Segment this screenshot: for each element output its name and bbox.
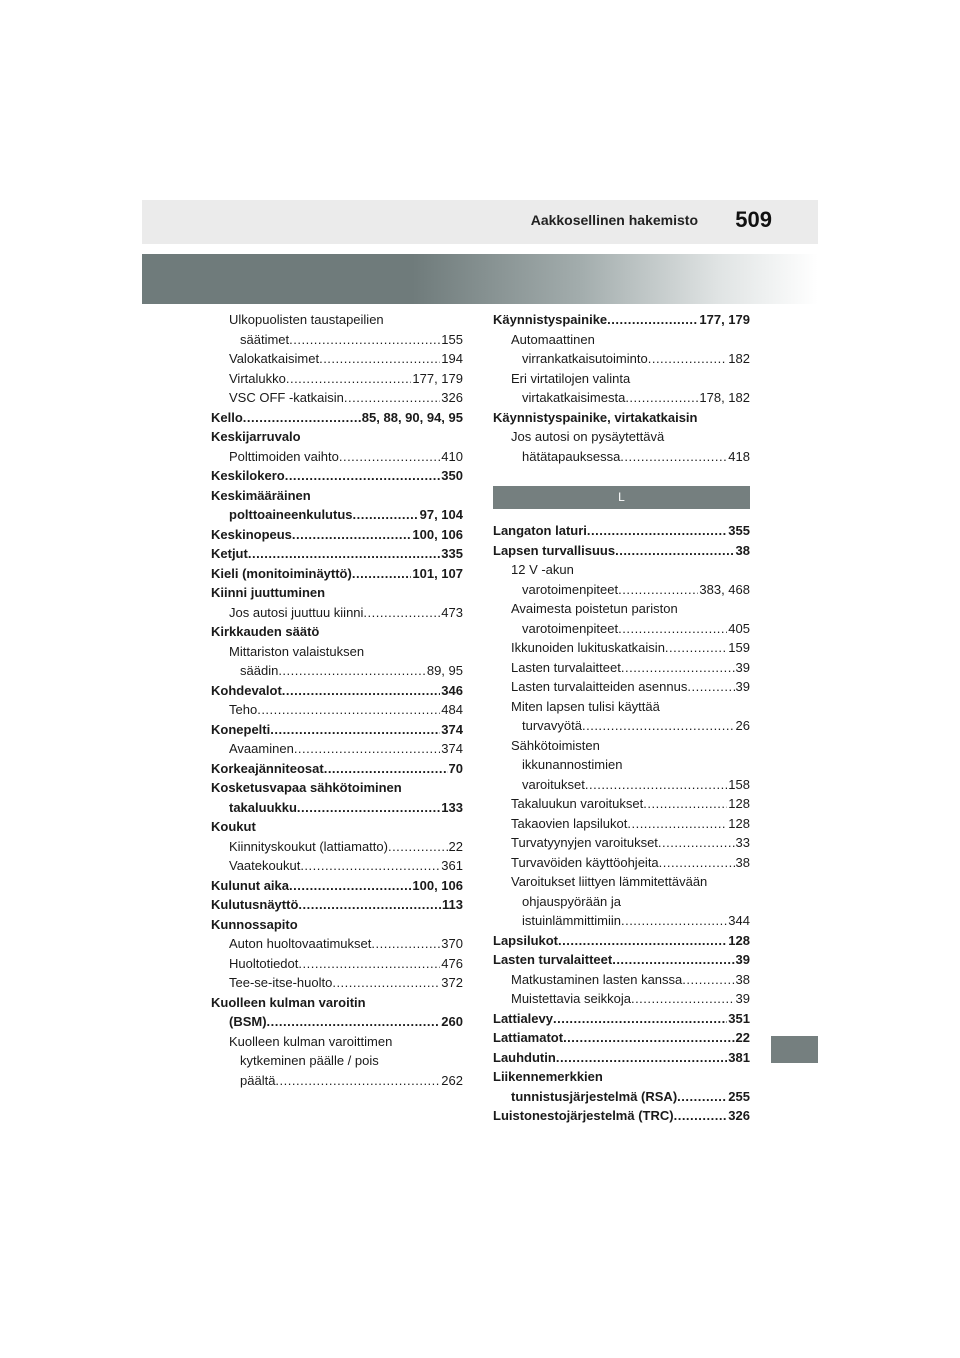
index-entry xyxy=(211,544,463,564)
entry-text: Ketjut xyxy=(211,546,248,561)
dot-leader xyxy=(319,349,440,369)
page-reference: 260 xyxy=(441,1014,463,1029)
entry-text: Keskinopeus xyxy=(211,526,292,542)
index-column-left xyxy=(211,310,463,1090)
entry-text: Jos autosi on pysäytettävä xyxy=(511,429,665,444)
page-reference: 361 xyxy=(441,858,463,873)
index-group-top xyxy=(493,310,750,466)
index-subentry xyxy=(493,658,750,678)
entry-text: Teho xyxy=(229,702,258,717)
entry-text: Muistettavia seikkoja xyxy=(511,991,631,1006)
entry-text: hätätapauksessa xyxy=(522,448,621,464)
entry-text: Luistonestojärjestelmä (TRC) xyxy=(493,1108,674,1123)
page-reference: 39 xyxy=(735,991,750,1006)
dot-leader xyxy=(607,310,698,330)
page-reference: 194 xyxy=(441,351,463,366)
index-entry xyxy=(493,1106,750,1126)
page-reference: 182 xyxy=(728,351,750,366)
page-reference: 22 xyxy=(735,1030,750,1045)
dot-leader xyxy=(286,369,412,389)
index-entry xyxy=(211,486,463,506)
entry-text: Miten lapsen tulisi käyttää xyxy=(511,698,660,714)
index-subentry xyxy=(211,856,463,876)
index-subentry xyxy=(493,1087,750,1107)
page-reference: 113 xyxy=(442,897,463,912)
dot-leader xyxy=(643,794,727,814)
entry-text: Varoitukset liittyen lämmitettävään xyxy=(511,874,708,889)
index-subentry xyxy=(211,934,463,954)
index-subentry xyxy=(493,794,750,814)
dot-leader xyxy=(289,330,440,350)
dot-leader xyxy=(658,833,735,853)
index-subentry xyxy=(493,853,750,873)
page-reference: 476 xyxy=(441,955,463,971)
page-reference: 159 xyxy=(728,640,750,655)
page-reference: 262 xyxy=(441,1072,463,1088)
dot-leader xyxy=(631,989,735,1009)
index-subentry xyxy=(211,973,463,993)
dot-leader xyxy=(353,505,419,525)
chapter-tab-marker xyxy=(771,1036,818,1063)
entry-text: Kuolleen kulman varoitin xyxy=(211,994,366,1010)
entry-text: turvavyötä xyxy=(522,718,582,733)
dot-leader xyxy=(659,853,735,873)
entry-text: varotoimenpiteet xyxy=(522,581,619,597)
index-group-bottom xyxy=(493,521,750,1126)
dot-leader xyxy=(556,1048,727,1068)
dot-leader xyxy=(587,521,727,541)
page-number: 509 xyxy=(735,207,772,232)
index-subentry xyxy=(211,349,463,369)
page-reference: 350 xyxy=(441,468,463,483)
page-reference: 381 xyxy=(728,1049,750,1065)
index-subentry xyxy=(493,833,750,853)
index-entry xyxy=(211,622,463,642)
index-subentry xyxy=(211,1051,463,1071)
index-entry xyxy=(211,408,463,428)
page-reference: 158 xyxy=(728,776,750,792)
page-reference: 255 xyxy=(728,1088,750,1104)
index-entry xyxy=(493,1009,750,1029)
index-entry xyxy=(211,681,463,701)
index-subentry xyxy=(493,736,750,756)
index-subentry xyxy=(493,677,750,697)
page-reference: 335 xyxy=(441,546,463,561)
entry-text: Automaattinen xyxy=(511,331,595,347)
dot-leader xyxy=(344,388,440,408)
dot-leader xyxy=(620,447,727,467)
entry-text: (BSM) xyxy=(229,1014,267,1029)
index-entry xyxy=(211,720,463,740)
entry-text: Kiinni juuttuminen xyxy=(211,585,326,600)
dot-leader xyxy=(270,720,440,740)
index-subentry xyxy=(211,310,463,330)
entry-text: säädin xyxy=(240,663,279,678)
entry-text: Käynnistyspainike xyxy=(493,312,608,327)
dot-leader xyxy=(298,895,441,915)
page-reference: 101, 107 xyxy=(412,565,463,581)
decorative-banner xyxy=(142,254,818,304)
page-reference: 155 xyxy=(441,331,463,347)
entry-text: Lasten turvalaitteiden asennus xyxy=(511,679,688,694)
dot-leader xyxy=(285,466,441,486)
entry-text: varotoimenpiteet xyxy=(522,620,619,636)
page-reference: 70 xyxy=(448,760,463,776)
index-entry xyxy=(493,408,750,428)
entry-text: Virtalukko xyxy=(229,370,286,386)
entry-text: Langaton laturi xyxy=(493,523,587,538)
page-reference: 418 xyxy=(728,448,750,464)
index-entry xyxy=(493,541,750,561)
index-entry xyxy=(211,993,463,1013)
entry-text: Konepelti xyxy=(211,721,271,737)
entry-text: Kohdevalot xyxy=(211,682,282,698)
entry-text: 12 V -akun xyxy=(511,562,574,577)
dot-leader xyxy=(674,1106,728,1126)
dot-leader xyxy=(257,700,440,720)
index-subentry xyxy=(211,700,463,720)
page-reference: 39 xyxy=(735,679,750,694)
index-subentry xyxy=(493,369,750,389)
entry-text: Ikkunoiden lukituskatkaisin xyxy=(511,640,665,655)
entry-text: Kirkkauden säätö xyxy=(211,624,320,639)
index-subentry xyxy=(211,642,463,662)
entry-text: Lattiamatot xyxy=(493,1030,564,1045)
index-entry xyxy=(211,817,463,837)
page-reference: 38 xyxy=(735,542,750,558)
entry-text: Avaimesta poistetun pariston xyxy=(511,601,678,616)
page-reference: 405 xyxy=(728,620,750,636)
entry-text: Kieli (monitoiminäyttö) xyxy=(211,565,352,581)
entry-text: Kulutusnäyttö xyxy=(211,897,299,912)
dot-leader xyxy=(282,681,441,701)
entry-text: varoitukset xyxy=(522,776,585,792)
entry-text: Vaatekoukut xyxy=(229,858,301,873)
entry-text: Matkustaminen lasten kanssa xyxy=(511,971,683,987)
page-reference: 370 xyxy=(441,936,463,951)
dot-leader xyxy=(363,603,440,623)
dot-leader xyxy=(267,1012,441,1032)
page-header xyxy=(142,200,818,244)
page-reference: 85, 88, 90, 94, 95 xyxy=(361,409,463,425)
dot-leader xyxy=(677,1087,727,1107)
entry-text: Lattialevy xyxy=(493,1010,553,1026)
entry-text: Korkeajänniteosat xyxy=(211,760,324,776)
entry-text: virrankatkaisutoiminto xyxy=(522,351,648,366)
entry-text: polttoaineenkulutus xyxy=(229,507,353,522)
index-entry xyxy=(211,759,463,779)
dot-leader xyxy=(687,677,734,697)
entry-text: Valokatkaisimet xyxy=(229,351,320,366)
dot-leader xyxy=(665,638,727,658)
index-subentry xyxy=(493,349,750,369)
entry-text: Auton huoltovaatimukset xyxy=(229,936,372,951)
index-entry xyxy=(211,564,463,584)
page-reference: 326 xyxy=(728,1108,750,1123)
index-subentry xyxy=(211,603,463,623)
page-reference: 383, 468 xyxy=(699,581,750,597)
dot-leader xyxy=(339,447,440,467)
page-reference: 100, 106 xyxy=(412,526,463,542)
dot-leader xyxy=(627,814,727,834)
page-reference: 22 xyxy=(448,838,463,854)
dot-leader xyxy=(618,580,698,600)
dot-leader xyxy=(243,408,361,428)
dot-leader xyxy=(585,775,727,795)
entry-text: Liikennemerkkien xyxy=(493,1069,603,1084)
page-reference: 26 xyxy=(735,718,750,733)
entry-text: Lasten turvalaitteet xyxy=(511,659,621,675)
dot-leader xyxy=(582,716,735,736)
dot-leader xyxy=(297,798,440,818)
entry-text: kytkeminen päälle / pois xyxy=(240,1053,379,1068)
index-subentry xyxy=(493,697,750,717)
index-subentry xyxy=(493,427,750,447)
index-subentry xyxy=(493,599,750,619)
index-entry xyxy=(211,466,463,486)
page-reference: 177, 179 xyxy=(412,370,463,386)
page-reference: 38 xyxy=(735,971,750,987)
entry-text: säätimet xyxy=(240,331,290,347)
index-subentry xyxy=(493,638,750,658)
dot-leader xyxy=(682,970,734,990)
page-reference: 326 xyxy=(441,390,463,405)
page-reference: 410 xyxy=(441,448,463,464)
dot-leader xyxy=(621,911,727,931)
page-reference: 39 xyxy=(735,659,750,675)
index-subentry xyxy=(211,1032,463,1052)
entry-text: Kulunut aika xyxy=(211,877,290,893)
dot-leader xyxy=(648,349,728,369)
page-reference: 351 xyxy=(728,1010,750,1026)
page-reference: 100, 106 xyxy=(412,877,463,893)
entry-text: VSC OFF -katkaisin xyxy=(229,390,344,405)
index-subentry xyxy=(211,837,463,857)
page-reference: 355 xyxy=(728,523,750,538)
dot-leader xyxy=(558,931,727,951)
entry-text: Kiinnityskoukut (lattiamatto) xyxy=(229,838,388,854)
dot-leader xyxy=(300,856,440,876)
dot-leader xyxy=(352,564,412,584)
index-entry xyxy=(211,427,463,447)
page-reference: 38 xyxy=(735,854,750,870)
dot-leader xyxy=(278,661,426,681)
page-reference: 374 xyxy=(441,721,463,737)
index-entry xyxy=(211,915,463,935)
page-reference: 484 xyxy=(441,702,463,717)
entry-text: Kuolleen kulman varoittimen xyxy=(229,1033,393,1049)
page-reference: 128 xyxy=(728,796,750,811)
entry-text: Takaluukun varoitukset xyxy=(511,796,644,811)
index-subentry xyxy=(211,1012,463,1032)
index-subentry xyxy=(493,580,750,600)
index-subentry xyxy=(211,447,463,467)
index-subentry xyxy=(493,388,750,408)
index-subentry xyxy=(493,447,750,467)
index-subentry xyxy=(211,388,463,408)
index-subentry xyxy=(493,330,750,350)
index-entry xyxy=(211,895,463,915)
dot-leader xyxy=(625,388,698,408)
entry-text: Lapsen turvallisuus xyxy=(493,542,616,558)
index-subentry xyxy=(211,505,463,525)
page-reference: 133 xyxy=(441,799,463,815)
page-reference: 128 xyxy=(728,932,750,948)
entry-text: päältä xyxy=(240,1072,276,1088)
index-entry xyxy=(493,1028,750,1048)
page-reference: 473 xyxy=(441,604,463,620)
index-subentry xyxy=(493,619,750,639)
index-entry xyxy=(211,525,463,545)
entry-text: virtakatkaisimesta xyxy=(522,390,626,405)
index-subentry xyxy=(493,911,750,931)
header-title: Aakkosellinen hakemisto xyxy=(530,212,698,228)
index-entry xyxy=(493,310,750,330)
entry-text: tunnistusjärjestelmä (RSA) xyxy=(511,1088,678,1104)
entry-text: Mittariston valaistuksen xyxy=(229,643,365,659)
index-subentry xyxy=(493,872,750,892)
page-reference: 89, 95 xyxy=(426,663,463,678)
entry-text: Avaaminen xyxy=(229,741,294,756)
index-subentry xyxy=(493,775,750,795)
index-column-right xyxy=(493,310,750,1126)
index-subentry xyxy=(493,989,750,1009)
page-reference: 128 xyxy=(728,815,750,831)
entry-text: Ulkopuolisten taustapeilien xyxy=(229,312,384,327)
dot-leader xyxy=(292,525,411,545)
dot-leader xyxy=(618,619,727,639)
dot-leader xyxy=(621,658,735,678)
entry-text: Takaovien lapsilukot xyxy=(511,815,628,831)
dot-leader xyxy=(332,973,440,993)
dot-leader xyxy=(275,1071,440,1091)
index-entry xyxy=(493,950,750,970)
dot-leader xyxy=(324,759,448,779)
section-heading-l: L xyxy=(493,486,750,509)
entry-text: ohjauspyörään ja xyxy=(522,893,622,909)
index-subentry xyxy=(211,739,463,759)
index-subentry xyxy=(493,560,750,580)
entry-text: Turvatyynyjen varoitukset xyxy=(511,835,658,850)
entry-text: Koukut xyxy=(211,819,256,834)
entry-text: Keskilokero xyxy=(211,468,285,483)
dot-leader xyxy=(371,934,440,954)
entry-text: Lauhdutin xyxy=(493,1049,556,1065)
dot-leader xyxy=(553,1009,727,1029)
entry-text: Jos autosi juuttuu kiinni xyxy=(229,604,364,620)
entry-text: Polttimoiden vaihto xyxy=(229,448,339,464)
entry-text: ikkunannostimien xyxy=(522,757,623,772)
entry-text: Sähkötoimisten xyxy=(511,737,600,753)
dot-leader xyxy=(294,739,440,759)
entry-text: istuinlämmittimiin xyxy=(522,913,621,928)
page-reference: 177, 179 xyxy=(699,312,750,327)
index-entry xyxy=(493,1048,750,1068)
index-entry xyxy=(493,521,750,541)
page-reference: 33 xyxy=(735,835,750,850)
index-subentry xyxy=(211,369,463,389)
index-subentry xyxy=(493,970,750,990)
entry-text: Kunnossapito xyxy=(211,916,298,932)
index-subentry xyxy=(493,814,750,834)
page-reference: 344 xyxy=(728,913,750,928)
entry-text: Huoltotiedot xyxy=(229,955,299,971)
entry-text: Kosketusvapaa sähkötoiminen xyxy=(211,780,402,795)
entry-text: Käynnistyspainike, virtakatkaisin xyxy=(493,409,698,425)
entry-text: Lasten turvalaitteet xyxy=(493,952,613,967)
page-reference: 39 xyxy=(735,952,750,967)
entry-text: Tee-se-itse-huolto xyxy=(229,975,333,990)
page-reference: 372 xyxy=(441,975,463,990)
dot-leader xyxy=(289,876,411,896)
index-subentry xyxy=(493,755,750,775)
dot-leader xyxy=(248,544,440,564)
index-subentry xyxy=(211,1071,463,1091)
index-entry xyxy=(211,778,463,798)
index-entry xyxy=(211,876,463,896)
page-reference: 97, 104 xyxy=(419,507,463,522)
dot-leader xyxy=(615,541,734,561)
entry-text: Eri virtatilojen valinta xyxy=(511,370,631,386)
entry-text: Turvavöiden käyttöohjeita xyxy=(511,854,659,870)
index-entry xyxy=(493,1067,750,1087)
index-entry xyxy=(493,931,750,951)
entry-text: Lapsilukot xyxy=(493,932,559,948)
index-entry xyxy=(211,583,463,603)
page-reference: 178, 182 xyxy=(699,390,750,405)
page-reference: 346 xyxy=(441,682,463,698)
dot-leader xyxy=(612,950,734,970)
dot-leader xyxy=(388,837,448,857)
entry-text: Kello xyxy=(211,409,243,425)
page-reference: 374 xyxy=(441,741,463,756)
index-subentry xyxy=(211,798,463,818)
index-subentry xyxy=(493,892,750,912)
index-subentry xyxy=(211,661,463,681)
entry-text: takaluukku xyxy=(229,799,297,815)
dot-leader xyxy=(298,954,440,974)
entry-text: Keskimääräinen xyxy=(211,487,311,503)
index-subentry xyxy=(211,954,463,974)
index-subentry xyxy=(493,716,750,736)
index-subentry xyxy=(211,330,463,350)
entry-text: Keskijarruvalo xyxy=(211,429,301,444)
dot-leader xyxy=(563,1028,734,1048)
